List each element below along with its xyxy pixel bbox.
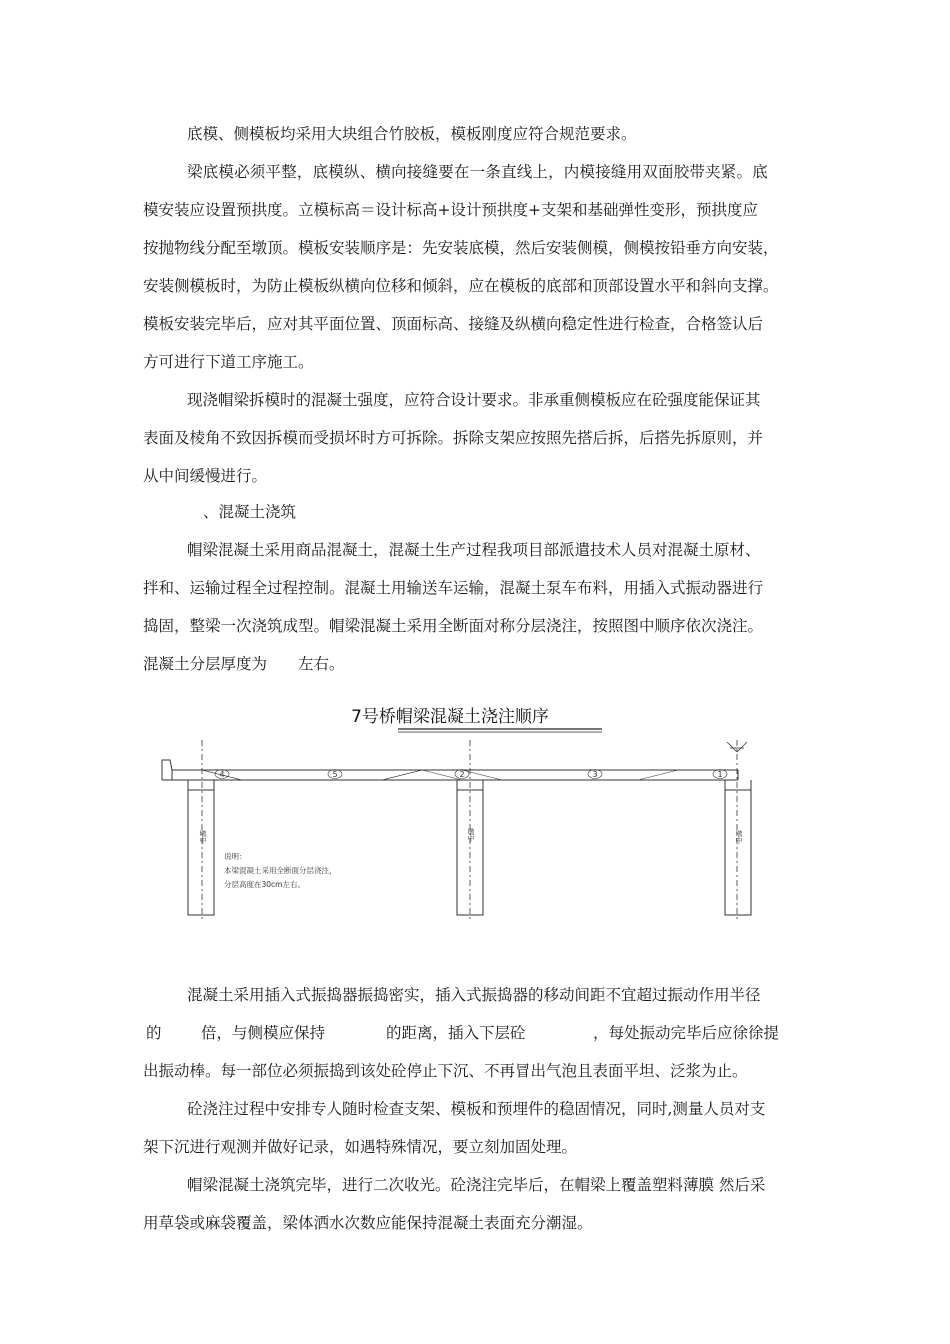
paragraph-formwork-material: 底模、侧模板均采用大块组合竹胶板，模板刚度应符合规范要求。 (187, 125, 637, 143)
text-fragment: ，每处振动完毕后应徐徐提 (593, 1024, 780, 1042)
paragraph-bottom-form-line: 按抛物线分配至墩顶。模板安装顺序是：先安装底模，然后安装侧模，侧模按铅垂方向安装， (143, 239, 779, 257)
paragraph-inspection-line: 架下沉进行观测并做好记录，如遇特殊情况，要立刻加固处理。 (143, 1138, 578, 1156)
paragraph-bottom-form-line: 模安装应设置预拱度。立模标高＝设计标高+设计预拱度+支架和基础弹性变形，预拱度应 (143, 201, 758, 219)
paragraph-inspection-line: 砼浇注过程中安排专人随时检查支架、模板和预埋件的稳固情况，同时,测量人员对支 (187, 1100, 766, 1118)
pour-order-label: 4 (219, 770, 225, 779)
pier-label: 墩中 (467, 828, 475, 842)
text-fragment: 的 (146, 1024, 162, 1042)
diagram-note-line: 说明： (224, 852, 247, 861)
pier-label: 墩中 (735, 830, 743, 844)
section-heading: 、混凝土浇筑 (203, 503, 297, 521)
pier-columns (188, 790, 751, 915)
paragraph-bottom-form-line: 梁底模必须平整，底模纵、横向接缝要在一条直线上，内模接缝用双面胶带夹紧。底 (187, 163, 768, 181)
text-fragment: 倍，与侧模应保持 (201, 1024, 326, 1042)
diagram-note-line: 分层高度在30cm左右。 (224, 880, 305, 889)
text-fragment: 的距离，插入下层砼 (386, 1024, 526, 1042)
pour-order-label: 3 (592, 770, 598, 779)
paragraph-bottom-form-line: 模板安装完毕后，应对其平面位置、顶面标高、接缝及纵横向稳定性进行检查，合格签认后 (143, 315, 764, 333)
pour-order-label: 1 (717, 770, 723, 779)
paragraph-removal-line: 现浇帽梁拆模时的混凝土强度，应符合设计要求。非承重侧模板应在砼强度能保证其 (187, 391, 761, 409)
paragraph-bottom-form-line: 安装侧模板时，为防止模板纵横向位移和倾斜，应在模板的底部和顶部设置水平和斜向支撑。 (143, 277, 779, 295)
cap-beam (162, 760, 738, 780)
paragraph-removal-line: 表面及棱角不致因拆模而受损坏时方可拆除。拆除支架应按照先搭后拆，后搭先拆原则，并 (143, 429, 764, 447)
paragraph-removal-line: 从中间缓慢进行。 (143, 467, 268, 485)
pier-label: 墩中 (199, 830, 207, 844)
paragraph-pouring-line: 混凝土分层厚度为 左右。 (143, 655, 345, 673)
paragraph-vibration-line (143, 1023, 807, 1043)
paragraph-vibration-line: 混凝土采用插入式振捣器振捣密实，插入式振捣器的移动间距不宜超过振动作用半径 (187, 986, 761, 1004)
pour-sequence-diagram (150, 700, 770, 930)
paragraph-bottom-form-line: 方可进行下道工序施工。 (143, 353, 314, 371)
paragraph-pouring-line: 帽梁混凝土采用商品混凝土，混凝土生产过程我项目部派遣技术人员对混凝土原材、 (187, 541, 761, 559)
paragraph-curing-line: 用草袋或麻袋覆盖，梁体洒水次数应能保持混凝土表面充分潮湿。 (143, 1214, 593, 1232)
paragraph-curing-line: 帽梁混凝土浇筑完毕，进行二次收光。砼浇注完毕后，在帽梁上覆盖塑料薄膜 然后采 (187, 1176, 766, 1194)
diagram-note-line: 本梁混凝土采用全断面分层浇注， (224, 866, 337, 875)
paragraph-pouring-line: 捣固，整梁一次浇筑成型。帽梁混凝土采用全断面对称分层浇注，按照图中顺序依次浇注。 (143, 617, 764, 635)
pour-order-label: 2 (459, 770, 465, 779)
paragraph-vibration-line: 出振动棒。每一部位必须振捣到该处砼停止下沉、不再冒出气泡且表面平坦、泛浆为止。 (143, 1062, 748, 1080)
paragraph-pouring-line: 拌和、运输过程全过程控制。混凝土用输送车运输，混凝土泵车布料，用插入式振动器进行 (143, 579, 764, 597)
diagram-title: 7号桥帽梁混凝土浇注顺序 (351, 707, 549, 727)
pour-order-label: 5 (332, 770, 338, 779)
